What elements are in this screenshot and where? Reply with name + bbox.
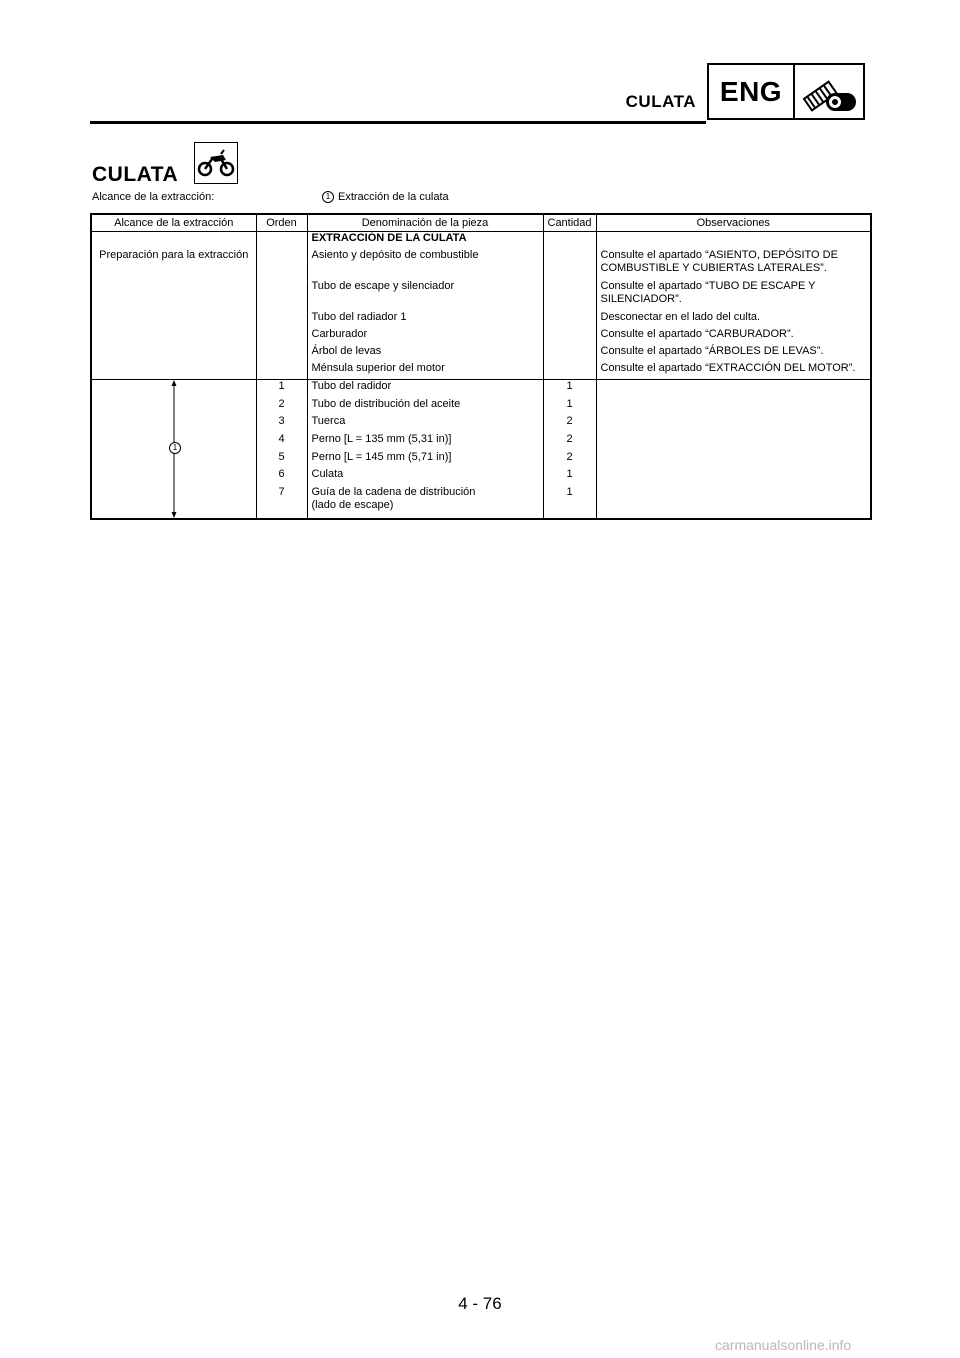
table-row xyxy=(91,249,871,280)
col-qty: Cantidad xyxy=(543,214,596,232)
order: 2 xyxy=(256,398,307,416)
notes: Consulte el apartado “TUBO DE ESCAPE Y SILENCIADOR”. xyxy=(600,280,816,305)
col-part: Denominación de la pieza xyxy=(307,214,543,232)
part-name: Perno [L = 135 mm (5,31 in)] xyxy=(307,433,543,451)
table-row xyxy=(91,362,871,380)
prep-heading: EXTRACCIÓN DE LA CULATA xyxy=(307,232,543,250)
table-row xyxy=(91,345,871,362)
table-header-row xyxy=(91,214,871,232)
notes: Consulte el apartado “ASIENTO, DEPÓSITO DE COMBUSTIBLE Y CUBIERTAS LATERALES”. xyxy=(600,249,838,274)
col-scope: Alcance de la extracción xyxy=(91,214,256,232)
qty: 2 xyxy=(543,451,596,469)
page-number: 4 - 76 xyxy=(458,1294,502,1313)
part-name: Perno [L = 145 mm (5,71 in)] xyxy=(307,451,543,469)
qty: 1 xyxy=(543,380,596,398)
notes: Desconectar en el lado del culta. xyxy=(600,311,761,323)
notes: Consulte el apartado “CARBURADOR”. xyxy=(600,328,794,340)
order: 7 xyxy=(256,486,307,519)
motorcycle-icon xyxy=(194,142,238,184)
removal-marker: 1 xyxy=(169,442,181,454)
scope-marker: 1 xyxy=(322,191,334,203)
scope-item xyxy=(322,191,449,203)
col-notes: Observaciones xyxy=(596,214,871,232)
table-row xyxy=(91,280,871,311)
part-name: Tubo del radiador 1 xyxy=(307,311,543,328)
order: 1 xyxy=(256,380,307,398)
notes: Consulte el apartado “ÁRBOLES DE LEVAS”. xyxy=(600,345,824,357)
part-name: Asiento y depósito de combustible xyxy=(307,249,543,280)
page-title: CULATA xyxy=(92,163,179,186)
notes: Consulte el apartado “EXTRACCIÓN DEL MOTOR”. xyxy=(596,362,871,380)
order: 5 xyxy=(256,451,307,469)
qty: 1 xyxy=(543,468,596,486)
part-name: Ménsula superior del motor xyxy=(307,362,543,380)
part-name: Culata xyxy=(307,468,543,486)
table-row xyxy=(91,232,871,250)
header-rule xyxy=(90,121,706,124)
table-row xyxy=(91,328,871,345)
qty: 1 xyxy=(543,398,596,416)
order: 6 xyxy=(256,468,307,486)
col-order: Orden xyxy=(256,214,307,232)
part-name: Tubo de escape y silenciador xyxy=(307,280,543,311)
part-name: Tubo del radidor xyxy=(307,380,543,398)
part-name: Tuerca xyxy=(307,415,543,433)
header-badge-label: ENG xyxy=(709,65,795,118)
header-section-title: CULATA xyxy=(625,92,696,111)
qty: 2 xyxy=(543,433,596,451)
scope-item-text: Extracción de la culata xyxy=(338,191,449,203)
table-row xyxy=(91,380,871,398)
part-name: Carburador xyxy=(307,328,543,345)
order: 4 xyxy=(256,433,307,451)
scope-label: Alcance de la extracción: xyxy=(92,191,215,203)
watermark: carmanualsonline.info xyxy=(715,1337,852,1353)
qty: 1 xyxy=(543,486,596,519)
prep-scope: Preparación para la extracción xyxy=(91,249,256,280)
part-name: Tubo de distribución del aceite xyxy=(307,398,543,416)
removal-bracket xyxy=(91,380,256,520)
engine-icon xyxy=(795,65,863,118)
qty: 2 xyxy=(543,415,596,433)
table-row xyxy=(91,311,871,328)
header-badge xyxy=(707,63,865,120)
order: 3 xyxy=(256,415,307,433)
part-name: Guía de la cadena de distribución (lado de escape) xyxy=(307,486,543,519)
part-name: Árbol de levas xyxy=(307,345,543,362)
disassembly-table xyxy=(90,213,872,520)
